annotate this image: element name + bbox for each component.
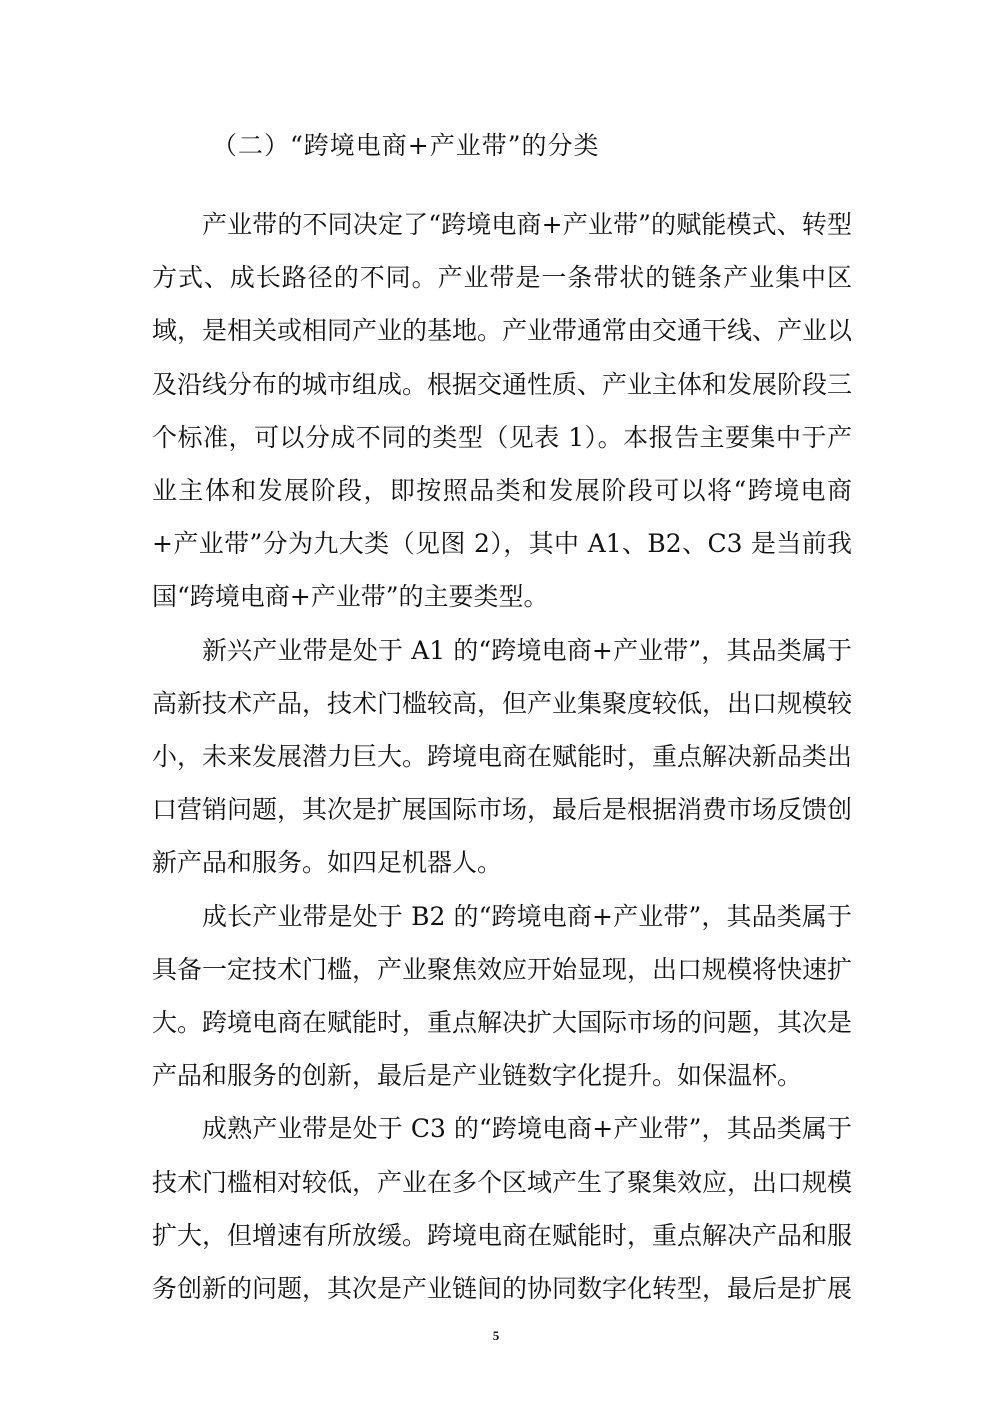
paragraph-mature-belt: 成熟产业带是处于 C3 的“跨境电商+产业带”，其品类属于技术门槛相对较低，产业在多个区域产生了聚集效应，出口规模扩大，但增速有所放缓。跨境电商在赋能时，重点解决产品和服务创新的问题，其次是产业链间的协同数字化转型，最后是扩展	[152, 1114, 853, 1304]
page-number: 5	[492, 1328, 500, 1343]
paragraph-emerging-belt: 新兴产业带是处于 A1 的“跨境电商+产业带”，其品类属于高新技术产品，技术门槛较高，但产业集聚度较低，出口规模较小，未来发展潜力巨大。跨境电商在赋能时，重点解决新品类出口营销问题，其次是扩展国际市场，最后是根据消费市场反馈创新产品和服务。如四足机器人。	[152, 635, 853, 878]
section-heading: （二）“跨境电商+产业带”的分类	[212, 131, 600, 160]
paragraph-growing-belt: 成长产业带是处于 B2 的“跨境电商+产业带”，其品类属于具备一定技术门槛，产业聚焦效应开始显现，出口规模将快速扩大。跨境电商在赋能时，重点解决扩大国际市场的问题，其次是产品和服务的创新，最后是产业链数字化提升。如保温杯。	[152, 901, 853, 1091]
paragraph-intro: 产业带的不同决定了“跨境电商+产业带”的赋能模式、转型方式、成长路径的不同。产业带是一条带状的链条产业集中区域，是相关或相同产业的基地。产业带通常由交通干线、产业以及沿线分布的城市组成。根据交通性质、产业主体和发展阶段三个标准，可以分成不同的类型（见表 1）。本报告主要集中于产业主体和发展阶段，即按照品类和发展阶段可以将“跨境电商+产业带”分为九大类（见图 2），其中 A1、B2、C3 是当前我国“跨境电商+产业带”的主要类型。	[152, 210, 853, 612]
body-text	[152, 198, 852, 1315]
